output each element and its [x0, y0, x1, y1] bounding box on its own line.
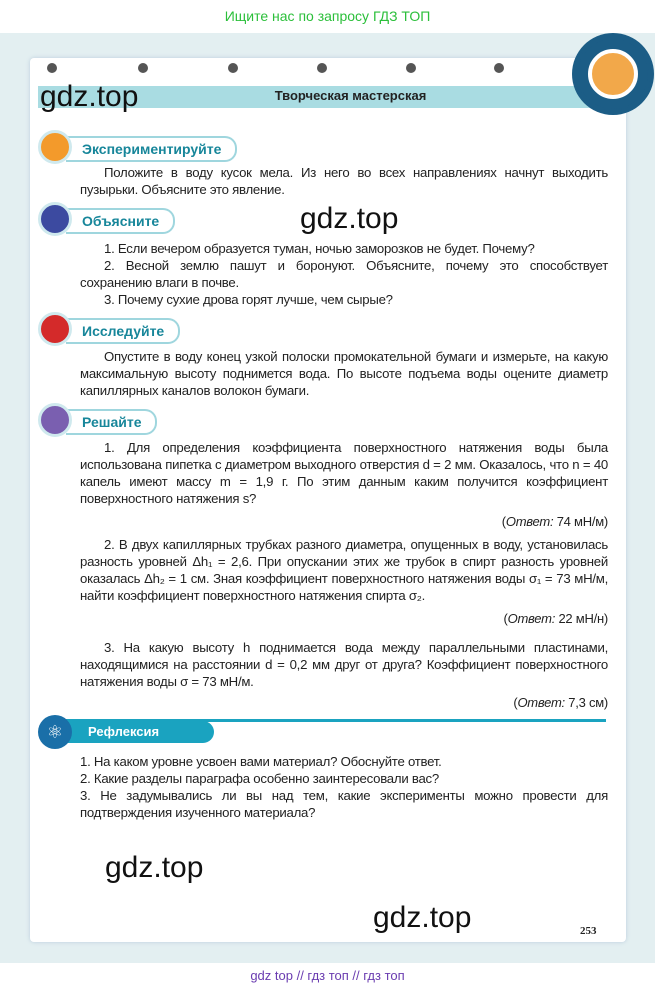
- blue-circle-icon: [38, 202, 72, 236]
- label: Решайте: [66, 409, 157, 435]
- binder-ring: [228, 63, 238, 73]
- problem-3: 3. На какую высоту h поднимается вода между параллельными пластинами, находящимися на расстоянии d = 0,2 мм друг от друга? Коэффициент поверхностного натяжения воды σ = 73 мН/м. (Ответ: 7,3 см): [80, 640, 608, 710]
- list-item: 2. Какие разделы параграфа особенно заинтересовали вас?: [80, 771, 439, 786]
- label: Объясните: [66, 208, 175, 234]
- binder-ring: [317, 63, 327, 73]
- list-item: 2. Весной землю пашут и боронуют. Объясните, почему это способствует сохранению влаги в почве.: [80, 258, 608, 290]
- binder-ring: [138, 63, 148, 73]
- answer: 74 мН/м: [556, 514, 604, 529]
- binder-ring: [494, 63, 504, 73]
- label: Экспериментируйте: [66, 136, 237, 162]
- content: [38, 130, 608, 951]
- header-solve: [38, 403, 608, 437]
- reflection-header: [38, 719, 606, 747]
- answer-label: Ответ:: [505, 514, 554, 529]
- label: Рефлексия: [66, 721, 214, 743]
- experiment-text: [80, 164, 608, 198]
- watermark: gdz.top: [105, 851, 204, 884]
- problem-text: 2. В двух капиллярных трубках разного диаметра, опущенных в воду, установилась разность уровней Δh₁ = 2,6. При опускании этих же трубок в спирт разность уровней оказалась Δh₂ = 1 см. Зная коэффициент поверхностного натяжения воды σ₁ = 73 мН/м, найти коэффициент поверхностного натяжения спирта σ₂.: [80, 537, 608, 603]
- binder-ring: [406, 63, 416, 73]
- watermark: gdz.top: [40, 80, 139, 113]
- purple-circle-icon: [38, 403, 72, 437]
- problem-1: 1. Для определения коэффициента поверхностного натяжения воды была использована пипетка с диаметром выходного отверстия d = 2 мм. Оказалось, что n = 40 капель имеют массу m = 1,9 г. По этим данным каким получится коэффициент поверхностного натяжения s? (Ответ: 74 мН/м): [80, 440, 608, 529]
- problem-text: 1. Для определения коэффициента поверхностного натяжения воды была использована пипетка с диаметром выходного отверстия d = 2 мм. Оказалось, что n = 40 капель имеют массу m = 1,9 г. По этим данным каким получится коэффициент поверхностного натяжения s?: [80, 440, 608, 506]
- paragraph: Опустите в воду конец узкой полоски промокательной бумаги и измерьте, на какую максимальную высоту поднимется вода. По высоте подъема воды оцените диаметр капиллярных каналов волокон бумаги.: [80, 349, 608, 398]
- watermark: gdz.top: [300, 202, 399, 235]
- gear-logo-icon: [572, 33, 654, 115]
- answer-label: Ответ:: [507, 611, 556, 626]
- top-banner: Ищите нас по запросу ГДЗ ТОП: [224, 8, 431, 24]
- header-experiment: [38, 130, 608, 164]
- reflection-list: [80, 753, 608, 821]
- list-item: 3. Не задумывались ли вы над тем, какие эксперименты можно провести для подтверждения изученного материала?: [80, 788, 608, 820]
- answer: 7,3 см: [568, 695, 604, 710]
- bottom-links[interactable]: gdz top // гдз топ // гдз топ: [250, 968, 405, 983]
- label: Исследуйте: [66, 318, 180, 344]
- list-item: 1. Если вечером образуется туман, ночью заморозков не будет. Почему?: [104, 241, 535, 256]
- answer-label: Ответ:: [517, 695, 565, 710]
- paragraph: Положите в воду кусок мела. Из него во всех направлениях начнут выходить пузырьки. Объясните это явление.: [80, 165, 608, 197]
- red-circle-icon: [38, 312, 72, 346]
- answer: 22 мН/н: [558, 611, 604, 626]
- problem-2: 2. В двух капиллярных трубках разного диаметра, опущенных в воду, установилась разность уровней Δh₁ = 2,6. При опускании этих же трубок в спирт разность уровней оказалась Δh₂ = 1 см. Зная коэффициент поверхностного натяжения воды σ₁ = 73 мН/м, найти коэффициент поверхностного натяжения спирта σ₂. (Ответ: 22 мН/н): [80, 537, 608, 626]
- problem-text: 3. На какую высоту h поднимается вода между параллельными пластинами, находящимися на расстоянии d = 0,2 мм друг от друга? Коэффициент поверхностного натяжения воды σ = 73 мН/м.: [80, 640, 608, 689]
- watermark-area: [38, 851, 608, 951]
- list-item: 3. Почему сухие дрова горят лучше, чем сырые?: [104, 292, 393, 307]
- binder-ring: [47, 63, 57, 73]
- list-item: 1. На каком уровне усвоен вами материал? Обоснуйте ответ.: [80, 754, 442, 769]
- page-number: 253: [580, 925, 597, 937]
- header-research: [38, 312, 608, 346]
- section-title: Творческая мастерская: [274, 88, 427, 103]
- watermark: gdz.top: [373, 901, 472, 934]
- header-explain: [38, 202, 608, 236]
- explain-list: [80, 240, 608, 308]
- research-text: [80, 348, 608, 399]
- orange-circle-icon: [38, 130, 72, 164]
- molecule-icon: ⚛: [38, 715, 72, 749]
